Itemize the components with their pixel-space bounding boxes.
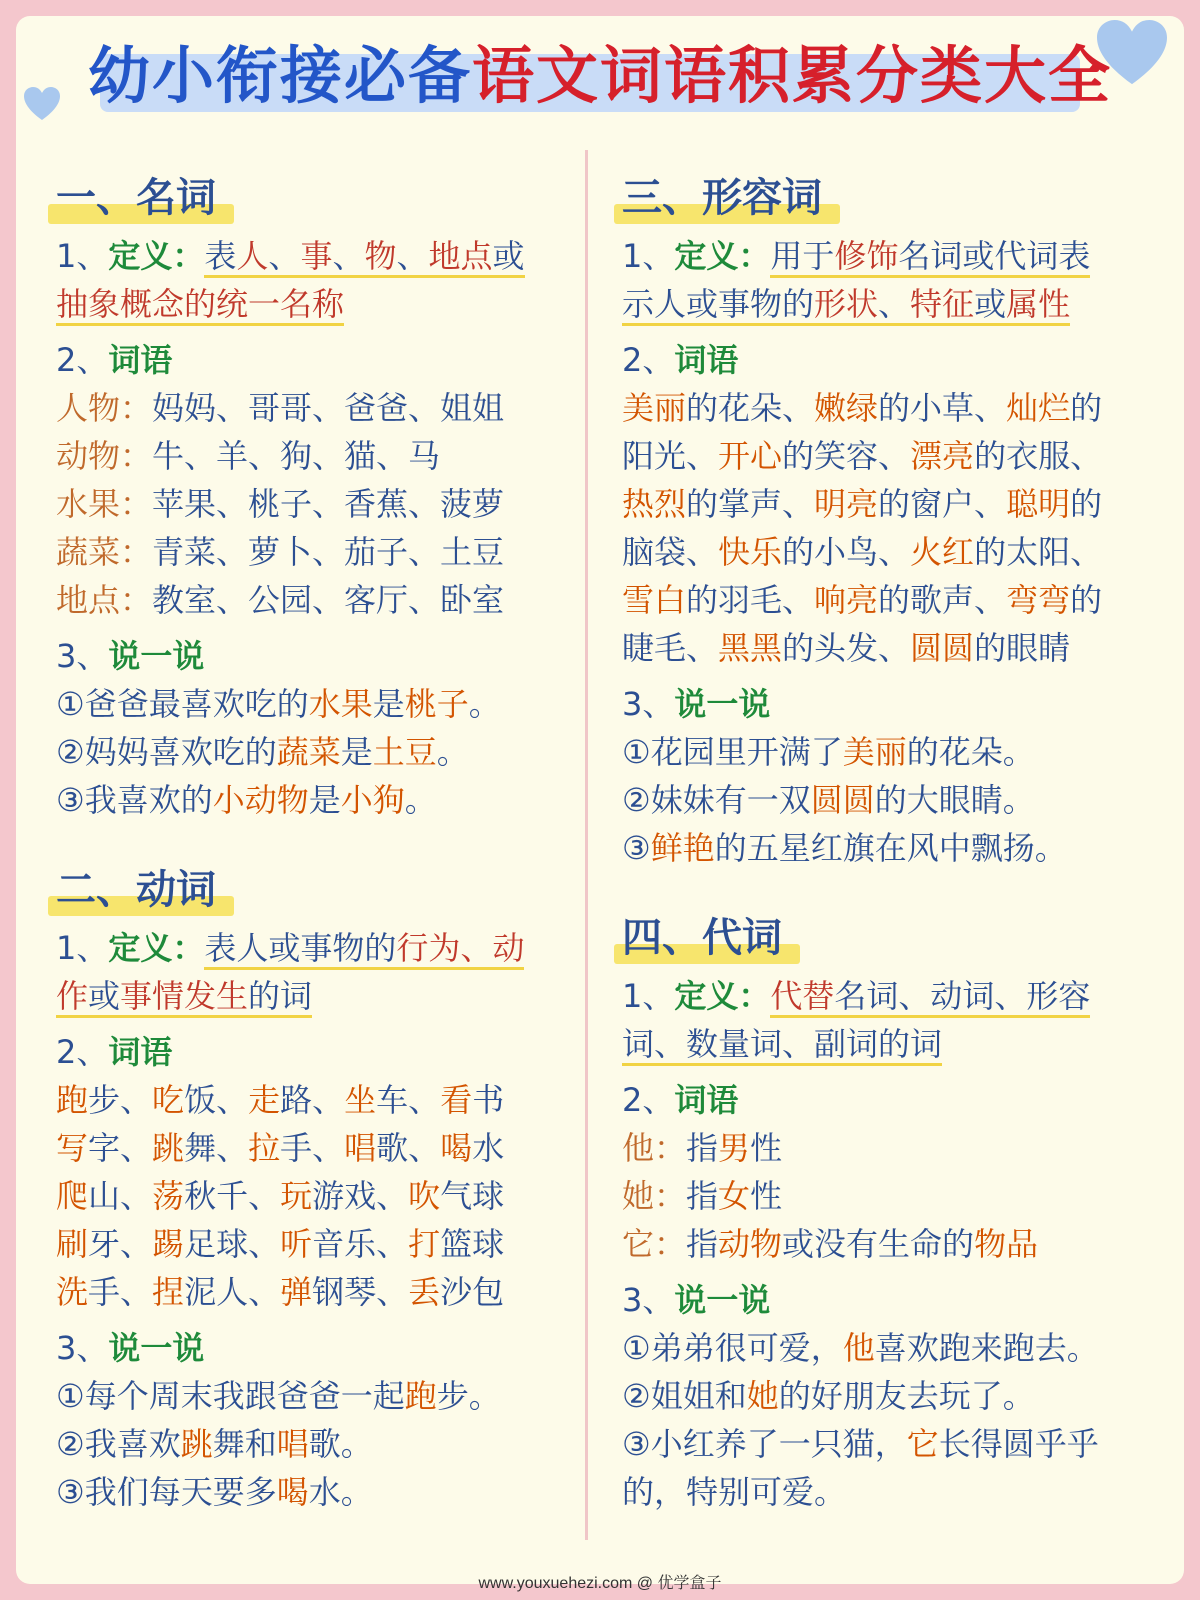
adj-noun: 的歌声、: [878, 581, 1007, 619]
pron-word-row: [622, 1124, 1162, 1172]
adj-word-row: [622, 384, 1162, 432]
noun-words-label: 2、词语: [56, 336, 576, 384]
separator: 、: [312, 1081, 345, 1119]
pron-row-part: 指: [686, 1177, 719, 1215]
separator: 、: [216, 1129, 249, 1167]
pron-row-part: 指: [686, 1129, 719, 1167]
pron-row-part: 他：: [622, 1129, 687, 1167]
verb-word-head: 走: [248, 1081, 281, 1119]
adj-noun: 的花朵、: [686, 389, 815, 427]
separator: 、: [248, 1225, 281, 1263]
adj-noun: 的小鸟、: [782, 533, 911, 571]
noun-sentence-2: ②妈妈喜欢吃的蔬菜是土豆。: [56, 733, 469, 771]
noun-row-value: 青菜、萝卜、茄子、土豆: [152, 533, 505, 571]
noun-word-row: [56, 528, 576, 576]
verb-word-tail: 书: [472, 1081, 505, 1119]
noun-section: [56, 168, 576, 824]
noun-row-value: 苹果、桃子、香蕉、菠萝: [152, 485, 505, 523]
separator: 、: [216, 1081, 249, 1119]
verb-word-tail: 手: [88, 1273, 121, 1311]
verb-word-tail: 泥人: [184, 1273, 249, 1311]
verb-word-head: 洗: [56, 1273, 89, 1311]
footer-credit: www.youxuehezi.com @ 优学盒子: [478, 1575, 722, 1592]
verb-word-head: 看: [440, 1081, 473, 1119]
separator: 、: [408, 1129, 441, 1167]
left-column: [56, 168, 576, 1516]
verb-word-head: 坐: [344, 1081, 377, 1119]
adj-word: 黑黑: [718, 629, 783, 667]
verb-word-head: 捏: [152, 1273, 185, 1311]
pron-sentence-1: ①弟弟很可爱，他喜欢跑来跑去。: [622, 1329, 1099, 1367]
verb-word-head: 吃: [152, 1081, 185, 1119]
verb-word-tail: 水: [472, 1129, 505, 1167]
pron-definition-line2: 词、数量词、副词的词: [622, 1025, 942, 1066]
verb-word-tail: 舞: [184, 1129, 217, 1167]
adj-noun: 的掌声、: [686, 485, 815, 523]
adj-definition: 1、定义：用于修饰名词或代词表: [622, 232, 1162, 280]
adj-word-row: [622, 528, 1162, 576]
separator: 、: [376, 1177, 409, 1215]
verb-word-tail: 路: [280, 1081, 313, 1119]
verb-word-head: 唱: [344, 1129, 377, 1167]
verb-word-row: [56, 1172, 576, 1220]
verb-word-head: 荡: [152, 1177, 185, 1215]
verb-definition-line2: 作或事情发生的词: [56, 972, 576, 1020]
verb-word-tail: 足球: [184, 1225, 249, 1263]
pron-sentence-3: ③小红养了一只猫，它长得圆乎乎: [622, 1425, 1099, 1463]
noun-word-row: [56, 384, 576, 432]
separator: 、: [376, 1225, 409, 1263]
adj-word-row: [622, 432, 1162, 480]
verb-word-tail: 牙: [88, 1225, 121, 1263]
adj-word: 灿烂: [1006, 389, 1071, 427]
noun-row-key: 人物：: [56, 389, 153, 427]
verb-word-head: 跳: [152, 1129, 185, 1167]
separator: 、: [120, 1225, 153, 1263]
adj-word-row: [622, 480, 1162, 528]
noun-row-key: 蔬菜：: [56, 533, 153, 571]
separator: 、: [120, 1177, 153, 1215]
verb-word-row: [56, 1220, 576, 1268]
adj-word: 弯弯: [1006, 581, 1071, 619]
verb-word-head: 爬: [56, 1177, 89, 1215]
pron-row-part: 性: [750, 1129, 783, 1167]
adj-noun: 的衣服、: [974, 437, 1103, 475]
adj-noun: 的窗户、: [878, 485, 1007, 523]
verb-word-tail: 手: [280, 1129, 313, 1167]
noun-word-row: [56, 432, 576, 480]
title-part-2: 语文词语积累分类大全: [472, 39, 1113, 112]
verb-word-tail: 步: [88, 1081, 121, 1119]
noun-row-key: 动物：: [56, 437, 153, 475]
adj-sentence-1: ①花园里开满了美丽的花朵。: [622, 733, 1035, 771]
pron-words-label: 2、词语: [622, 1076, 1162, 1124]
adj-word-row: [622, 576, 1162, 624]
verb-word-head: 弹: [280, 1273, 313, 1311]
title-part-1: 幼小衔接必备: [87, 39, 472, 112]
adj-noun: 的: [1070, 389, 1103, 427]
page-title: [0, 36, 1200, 116]
adj-noun: 睫毛、: [622, 629, 719, 667]
verb-word-tail: 游戏: [312, 1177, 377, 1215]
adj-word: 嫩绿: [814, 389, 879, 427]
pron-row-part: 男: [718, 1129, 751, 1167]
verb-word-tail: 秋千: [184, 1177, 249, 1215]
verb-word-tail: 气球: [440, 1177, 505, 1215]
verb-word-head: 写: [56, 1129, 89, 1167]
adj-word: 聪明: [1006, 485, 1071, 523]
noun-definition-line2: 抽象概念的统一名称: [56, 285, 344, 326]
pron-row-part: 性: [750, 1177, 783, 1215]
adj-definition-line2: 示人或事物的形状、特征或属性: [622, 280, 1162, 328]
separator: 、: [248, 1273, 281, 1311]
verb-word-tail: 车: [376, 1081, 409, 1119]
adj-word: 热烈: [622, 485, 687, 523]
noun-word-row: [56, 576, 576, 624]
verb-definition: 1、定义：表人或事物的行为、动: [56, 924, 576, 972]
adj-heading: 三、形容词: [622, 168, 832, 228]
verb-word-head: 听: [280, 1225, 313, 1263]
verb-word-head: 打: [408, 1225, 441, 1263]
verb-word-head: 喝: [440, 1129, 473, 1167]
adj-noun: 的笑容、: [782, 437, 911, 475]
pron-section: [622, 908, 1162, 1516]
verb-sentence-3: ③我们每天要多喝水。: [56, 1473, 373, 1511]
verb-sentence-1: ①每个周末我跟爸爸一起跑步。: [56, 1377, 501, 1415]
pron-row-part: 或没有生命的: [782, 1225, 975, 1263]
adj-word-row: [622, 624, 1162, 672]
right-column: [622, 168, 1162, 1516]
noun-sentence-1: ①爸爸最喜欢吃的水果是桃子。: [56, 685, 501, 723]
noun-row-key: 地点：: [56, 581, 153, 619]
adj-word: 开心: [718, 437, 783, 475]
verb-word-row: [56, 1076, 576, 1124]
adj-noun: 的: [1070, 485, 1103, 523]
verb-sentence-2: ②我喜欢跳舞和唱歌。: [56, 1425, 373, 1463]
verb-word-tail: 沙包: [440, 1273, 505, 1311]
column-divider: [585, 150, 588, 1540]
adj-word: 圆圆: [910, 629, 975, 667]
noun-row-value: 教室、公园、客厅、卧室: [152, 581, 505, 619]
pron-heading: 四、代词: [622, 908, 792, 968]
pron-sentence-2: ②姐姐和她的好朋友去玩了。: [622, 1377, 1035, 1415]
adj-noun: 的太阳、: [974, 533, 1103, 571]
separator: 、: [120, 1273, 153, 1311]
noun-sentence-3: ③我喜欢的小动物是小狗。: [56, 781, 437, 819]
verb-word-head: 丢: [408, 1273, 441, 1311]
pron-row-part: 动物: [718, 1225, 783, 1263]
verb-word-tail: 钢琴: [312, 1273, 377, 1311]
verb-word-head: 刷: [56, 1225, 89, 1263]
noun-heading: 一、名词: [56, 168, 226, 228]
verb-words-label: 2、词语: [56, 1028, 576, 1076]
adj-say-label: 3、说一说: [622, 680, 1162, 728]
adj-word: 火红: [910, 533, 975, 571]
verb-word-row: [56, 1124, 576, 1172]
separator: 、: [120, 1081, 153, 1119]
separator: 、: [408, 1081, 441, 1119]
verb-word-tail: 饭: [184, 1081, 217, 1119]
adj-word: 美丽: [622, 389, 687, 427]
separator: 、: [376, 1273, 409, 1311]
adj-noun: 的羽毛、: [686, 581, 815, 619]
verb-word-head: 吹: [408, 1177, 441, 1215]
noun-word-row: [56, 480, 576, 528]
adj-noun: 的眼睛: [974, 629, 1071, 667]
verb-section: [56, 860, 576, 1516]
separator: 、: [248, 1177, 281, 1215]
verb-say-label: 3、说一说: [56, 1324, 576, 1372]
adj-words-label: 2、词语: [622, 336, 1162, 384]
adj-word: 雪白: [622, 581, 687, 619]
pron-definition: 1、定义：代替名词、动词、形容: [622, 972, 1162, 1020]
pron-word-row: [622, 1220, 1162, 1268]
pron-row-part: 物品: [974, 1225, 1039, 1263]
noun-say-label: 3、说一说: [56, 632, 576, 680]
adj-noun: 的小草、: [878, 389, 1007, 427]
adj-word: 响亮: [814, 581, 879, 619]
separator: 、: [312, 1129, 345, 1167]
verb-word-tail: 篮球: [440, 1225, 505, 1263]
verb-word-tail: 音乐: [312, 1225, 377, 1263]
pron-row-part: 指: [686, 1225, 719, 1263]
adj-word: 快乐: [718, 533, 783, 571]
pron-sentence-3-cont: 的，特别可爱。: [622, 1473, 847, 1511]
pron-row-part: 女: [718, 1177, 751, 1215]
verb-word-row: [56, 1268, 576, 1316]
adj-section: [622, 168, 1162, 872]
adj-sentence-2: ②妹妹有一双圆圆的大眼睛。: [622, 781, 1035, 819]
noun-row-key: 水果：: [56, 485, 153, 523]
adj-noun: 的: [1070, 581, 1103, 619]
adj-noun: 的头发、: [782, 629, 911, 667]
adj-noun: 阳光、: [622, 437, 719, 475]
verb-word-head: 玩: [280, 1177, 313, 1215]
verb-word-head: 拉: [248, 1129, 281, 1167]
noun-definition: 1、定义：表人、事、物、地点或: [56, 232, 576, 280]
noun-row-value: 妈妈、哥哥、爸爸、姐姐: [152, 389, 505, 427]
adj-noun: 脑袋、: [622, 533, 719, 571]
pron-row-part: 她：: [622, 1177, 687, 1215]
verb-heading: 二、动词: [56, 860, 226, 920]
noun-row-value: 牛、羊、狗、猫、马: [152, 437, 441, 475]
verb-word-tail: 山: [88, 1177, 121, 1215]
pron-row-part: 它：: [622, 1225, 687, 1263]
verb-word-head: 踢: [152, 1225, 185, 1263]
adj-sentence-3: ③鲜艳的五星红旗在风中飘扬。: [622, 829, 1067, 867]
verb-word-tail: 歌: [376, 1129, 409, 1167]
adj-word: 漂亮: [910, 437, 975, 475]
verb-word-tail: 字: [88, 1129, 121, 1167]
adj-word: 明亮: [814, 485, 879, 523]
pron-say-label: 3、说一说: [622, 1276, 1162, 1324]
pron-word-row: [622, 1172, 1162, 1220]
separator: 、: [120, 1129, 153, 1167]
verb-word-head: 跑: [56, 1081, 89, 1119]
